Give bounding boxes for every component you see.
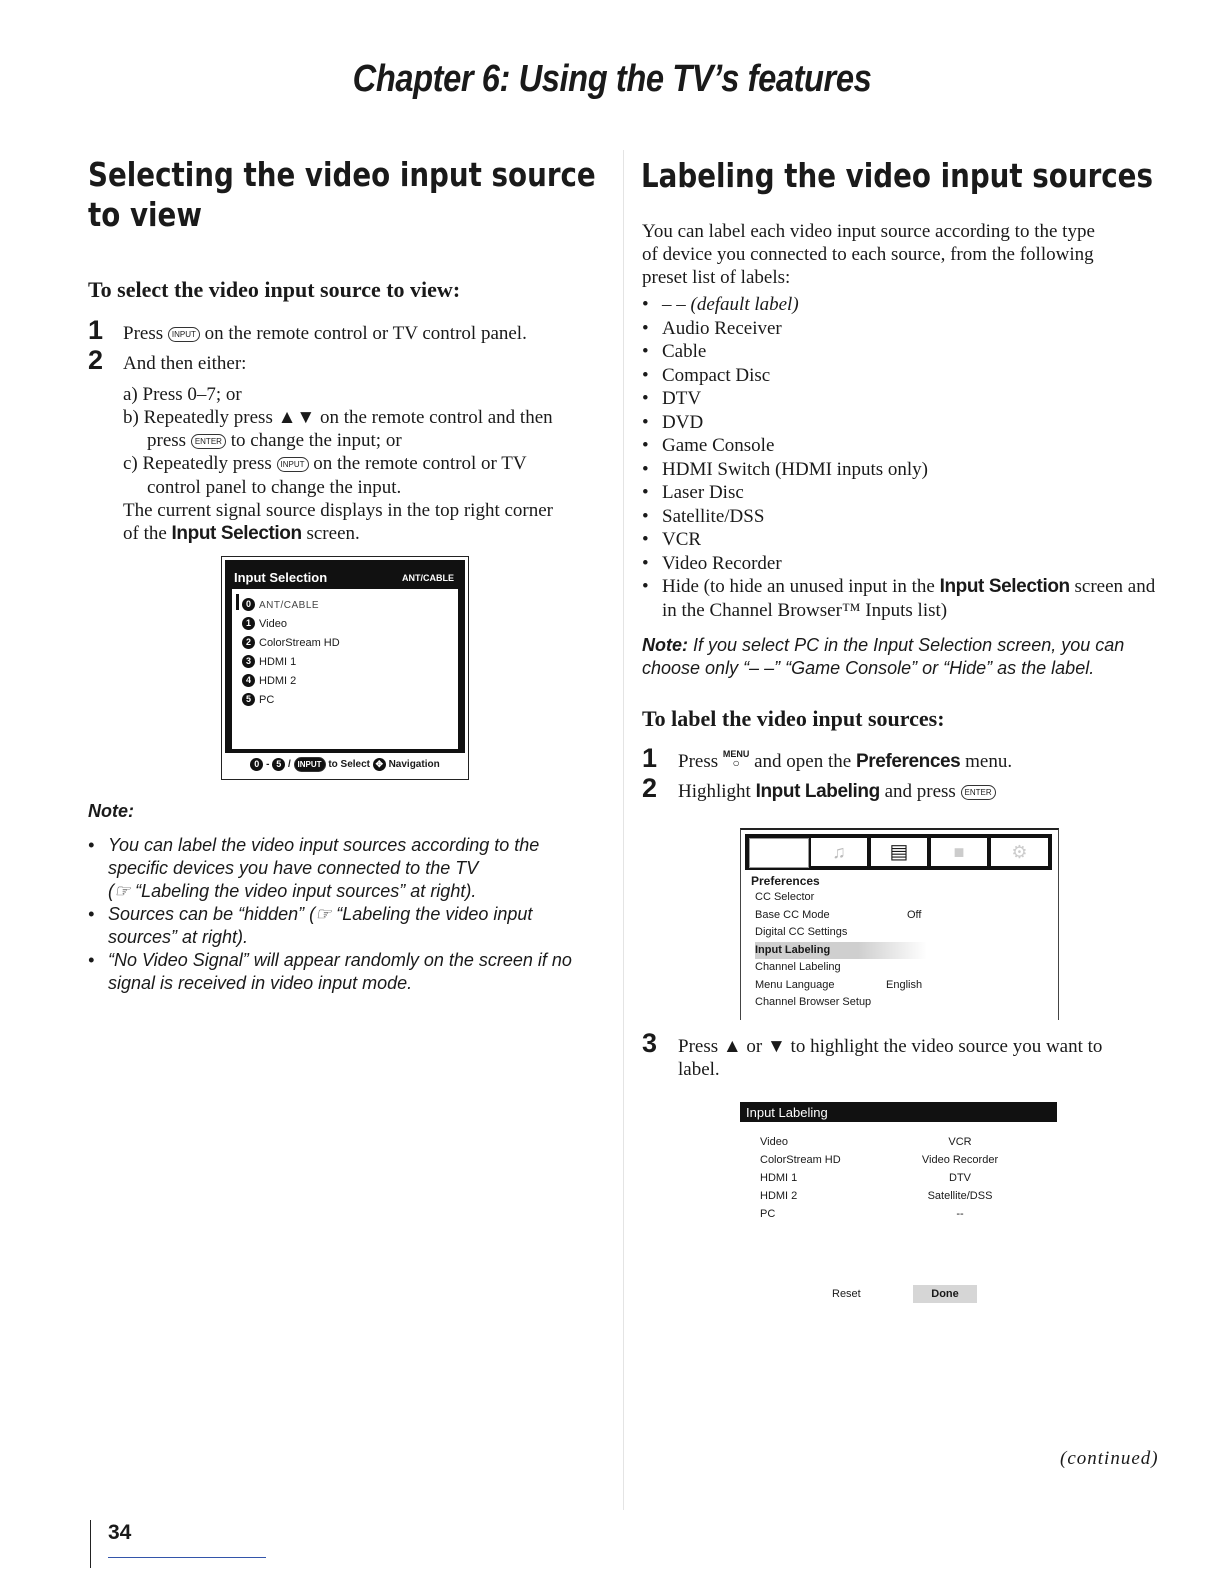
tv-icon[interactable]: [749, 838, 809, 868]
chapter-title: Chapter 6: Using the TV’s features: [352, 58, 872, 100]
left-heading-line1: Selecting the video input source: [88, 155, 596, 194]
input-option-pc[interactable]: 5 PC: [242, 690, 340, 709]
option-b-line2: press ENTER to change the input; or: [147, 430, 402, 451]
input-option-ant-cable[interactable]: 0 ANT/CABLE: [242, 595, 340, 614]
option-b-line1: b) Repeatedly press ▲▼ on the remote control and then: [123, 407, 553, 428]
note-item: • Sources can be “hidden” (☞ “Labeling the video input sources” at right).: [88, 904, 533, 947]
left-notes: [88, 834, 608, 995]
labeling-row[interactable]: PC --: [760, 1208, 964, 1220]
continued-label: (continued): [1060, 1448, 1159, 1469]
right-step-number-3: 3: [642, 1028, 658, 1058]
labeling-row[interactable]: ColorStream HD Video Recorder: [760, 1154, 999, 1166]
done-button[interactable]: Done: [913, 1285, 977, 1303]
label-item: • Game Console: [642, 435, 775, 456]
up-down-arrows-icon: ▲▼: [277, 407, 316, 428]
column-divider: [623, 150, 624, 1510]
note-item: • “No Video Signal” will appear randomly on the screen if no signal is received in video input mode.: [88, 950, 572, 993]
label-item: • VCR: [642, 529, 702, 550]
option-a: a) Press 0–7; or: [123, 384, 242, 405]
left-subheading: To select the video input source to view:: [88, 277, 461, 302]
right-step-number-1: 1: [642, 743, 658, 773]
left-step-number-2: 2: [88, 345, 104, 375]
option-c-line2: control panel to change the input.: [147, 477, 402, 498]
cursor-bar: [236, 594, 239, 610]
label-item: • Cable: [642, 341, 707, 362]
setup-gear-icon[interactable]: ⚙: [991, 838, 1048, 866]
input-button-icon: INPUT: [168, 327, 200, 342]
left-heading-line2: to view: [88, 195, 202, 234]
screen-title: Input Selection: [234, 570, 328, 585]
preferences-list: [755, 889, 1045, 1012]
note-item: • You can label the video input sources according to the specific devices you have connected to the TV (☞ “Labeling the video input sources” at right).: [88, 835, 540, 901]
label-item: • Video Recorder: [642, 552, 782, 574]
audio-icon[interactable]: ♫: [811, 838, 867, 866]
screen-current-source: ANT/CABLE: [402, 573, 454, 583]
right-step-2: Highlight Input Labeling and press ENTER: [678, 780, 996, 803]
input-option-hdmi2[interactable]: 4 HDMI 2: [242, 671, 340, 690]
option-c-line1: c) Repeatedly press INPUT on the remote control or TV: [123, 453, 527, 474]
label-item: • HDMI Switch (HDMI inputs only): [642, 458, 928, 480]
page-number-rule: [90, 1520, 91, 1568]
menu-item-digital-cc[interactable]: Digital CC Settings: [755, 926, 848, 938]
page-number: 34: [108, 1521, 132, 1544]
labeling-row[interactable]: Video VCR: [760, 1136, 972, 1148]
input-list: [242, 595, 340, 709]
right-step-3: Press ▲ or ▼ to highlight the video source you want to label.: [678, 1036, 1103, 1080]
right-subheading: To label the video input sources:: [642, 706, 945, 731]
reset-button[interactable]: Reset: [832, 1288, 861, 1300]
menu-item-menu-language[interactable]: Menu Language English: [755, 978, 923, 991]
right-step-number-2: 2: [642, 773, 658, 803]
menu-item-cc-selector[interactable]: CC Selector: [755, 891, 815, 903]
labeling-title: Input Labeling: [746, 1105, 828, 1120]
lock-icon[interactable]: ■: [931, 838, 987, 866]
input-option-colorstream[interactable]: 2 ColorStream HD: [242, 633, 340, 652]
right-heading: Labeling the video input sources: [641, 156, 1153, 195]
left-step-1: Press INPUT on the remote control or TV control panel.: [123, 323, 527, 344]
input-option-video[interactable]: 1 Video: [242, 614, 340, 633]
enter-button-icon: ENTER: [961, 785, 996, 800]
right-intro: You can label each video input source according to the type of device you connected to each source, from the following preset list of labels:: [642, 221, 1095, 288]
label-item: • DVD: [642, 411, 704, 433]
preferences-icon[interactable]: ▤: [871, 838, 927, 866]
menu-item-channel-browser-setup[interactable]: Channel Browser Setup: [755, 996, 872, 1008]
menu-item-channel-labeling[interactable]: Channel Labeling: [755, 961, 841, 973]
left-step-2: And then either:: [123, 353, 247, 374]
current-source-line2: of the Input Selection screen.: [123, 523, 360, 544]
label-item-hide: • Hide (to hide an unused input in the Input Selection screen and in the Channel Browser™ Inputs list): [642, 576, 1156, 621]
right-note: Note: If you select PC in the Input Selection screen, you can choose only “– –” “Game Console” or “Hide” as the label.: [642, 635, 1125, 678]
menu-button-icon: MENU ○: [722, 749, 750, 770]
navigation-pad-icon: ✥: [373, 758, 386, 771]
menu-item-input-labeling[interactable]: Input Labeling: [755, 942, 927, 960]
menu-item-base-cc-mode[interactable]: Base CC Mode Off: [755, 908, 922, 921]
input-option-hdmi1[interactable]: 3 HDMI 1: [242, 652, 340, 671]
left-step-number-1: 1: [88, 315, 104, 345]
label-item: • Laser Disc: [642, 482, 744, 503]
enter-button-icon: ENTER: [191, 434, 226, 449]
label-item-default: • – – (default label): [642, 294, 799, 315]
current-source-line1: The current signal source displays in the top right corner: [123, 500, 554, 521]
label-item: • DTV: [642, 388, 702, 409]
screen-footer: 0 - 5 / INPUT to Select ✥ Navigation: [222, 757, 468, 772]
left-note-label: Note:: [88, 801, 134, 821]
page-number-underline: [108, 1557, 266, 1558]
labeling-row[interactable]: HDMI 2 Satellite/DSS: [760, 1190, 993, 1202]
label-item: • Compact Disc: [642, 364, 771, 386]
input-button-icon: INPUT: [294, 757, 326, 772]
labeling-row[interactable]: HDMI 1 DTV: [760, 1172, 971, 1184]
label-item: • Satellite/DSS: [642, 505, 765, 527]
preferences-title: Preferences: [751, 874, 820, 888]
input-button-icon: INPUT: [277, 457, 309, 472]
right-step-1: Press MENU ○ and open the Preferences menu.: [678, 749, 1013, 772]
label-item: • Audio Receiver: [642, 317, 782, 339]
labeling-rows: [760, 1133, 1010, 1223]
label-list: [642, 293, 1182, 622]
input-selection-screen: [221, 556, 469, 780]
preferences-screen: [740, 828, 1059, 1020]
input-labeling-screen: [740, 1102, 1057, 1312]
